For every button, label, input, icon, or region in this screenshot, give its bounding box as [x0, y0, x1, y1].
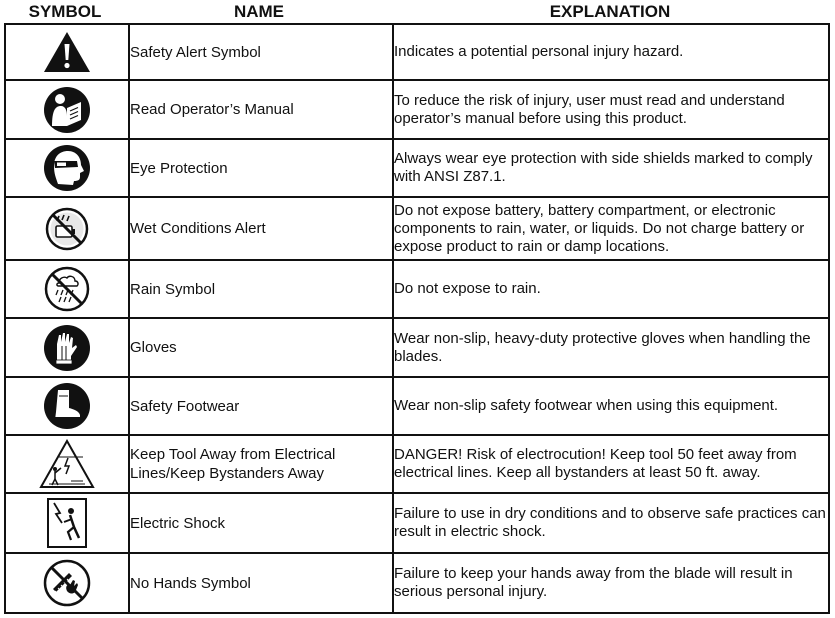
symbol-name: Keep Tool Away from Electrical Lines/Keep Bystanders Away — [129, 435, 393, 493]
symbol-cell — [5, 493, 129, 553]
table-row — [5, 377, 829, 435]
electric-shock-icon — [47, 498, 87, 548]
wet-conditions-icon — [45, 207, 89, 251]
read-manual-icon — [43, 86, 91, 134]
table-row — [5, 80, 829, 139]
table-row — [5, 260, 829, 318]
symbol-explanation: Always wear eye protection with side shields marked to comply with ANSI Z87.1. — [393, 139, 829, 197]
symbol-name: No Hands Symbol — [129, 553, 393, 613]
symbol-explanation: Wear non-slip, heavy-duty protective gloves when handling the blades. — [393, 318, 829, 377]
symbol-cell — [5, 197, 129, 260]
gloves-icon — [43, 324, 91, 372]
symbol-explanation: Do not expose to rain. — [393, 260, 829, 318]
header-explanation: EXPLANATION — [549, 2, 671, 21]
symbol-explanation: Failure to use in dry conditions and to observe safe practices can result in electric shock. — [393, 493, 829, 553]
symbol-cell — [5, 260, 129, 318]
symbol-explanation: Indicates a potential personal injury hazard. — [393, 24, 829, 80]
symbol-cell — [5, 318, 129, 377]
symbol-name: Gloves — [129, 318, 393, 377]
symbol-cell — [5, 377, 129, 435]
rain-icon — [44, 266, 90, 312]
symbol-name: Rain Symbol — [129, 260, 393, 318]
symbol-name: Eye Protection — [129, 139, 393, 197]
symbol-explanation: To reduce the risk of injury, user must read and understand operator’s manual before using this product. — [393, 80, 829, 139]
symbol-name: Safety Alert Symbol — [129, 24, 393, 80]
symbol-cell — [5, 24, 129, 80]
table-row — [5, 197, 829, 260]
eye-protection-icon — [43, 144, 91, 192]
header-symbol: SYMBOL — [28, 2, 102, 21]
symbol-explanation: DANGER! Risk of electrocution! Keep tool 50 feet away from electrical lines. Keep all bystanders at least 50 ft. away. — [393, 435, 829, 493]
table-row — [5, 24, 829, 80]
symbol-cell — [5, 80, 129, 139]
symbol-explanation: Wear non-slip safety footwear when using this equipment. — [393, 377, 829, 435]
symbol-name: Electric Shock — [129, 493, 393, 553]
header-name: NAME — [233, 2, 285, 21]
table-row — [5, 553, 829, 613]
electrical-lines-icon — [39, 439, 95, 489]
table-row — [5, 435, 829, 493]
symbol-explanation: Failure to keep your hands away from the blade will result in serious personal injury. — [393, 553, 829, 613]
symbol-cell — [5, 435, 129, 493]
table-row — [5, 139, 829, 197]
symbol-name: Read Operator’s Manual — [129, 80, 393, 139]
table-row — [5, 493, 829, 553]
symbol-explanation: Do not expose battery, battery compartment, or electronic components to rain, water, or liquids. Do not charge battery or expose product to rain or damp locations. — [393, 197, 829, 260]
safety-alert-icon — [42, 30, 92, 74]
symbol-name: Safety Footwear — [129, 377, 393, 435]
symbol-name: Wet Conditions Alert — [129, 197, 393, 260]
no-hands-icon — [43, 559, 91, 607]
table-row — [5, 318, 829, 377]
symbol-cell — [5, 553, 129, 613]
symbols-table — [4, 23, 830, 614]
symbol-cell — [5, 139, 129, 197]
safety-footwear-icon — [43, 382, 91, 430]
